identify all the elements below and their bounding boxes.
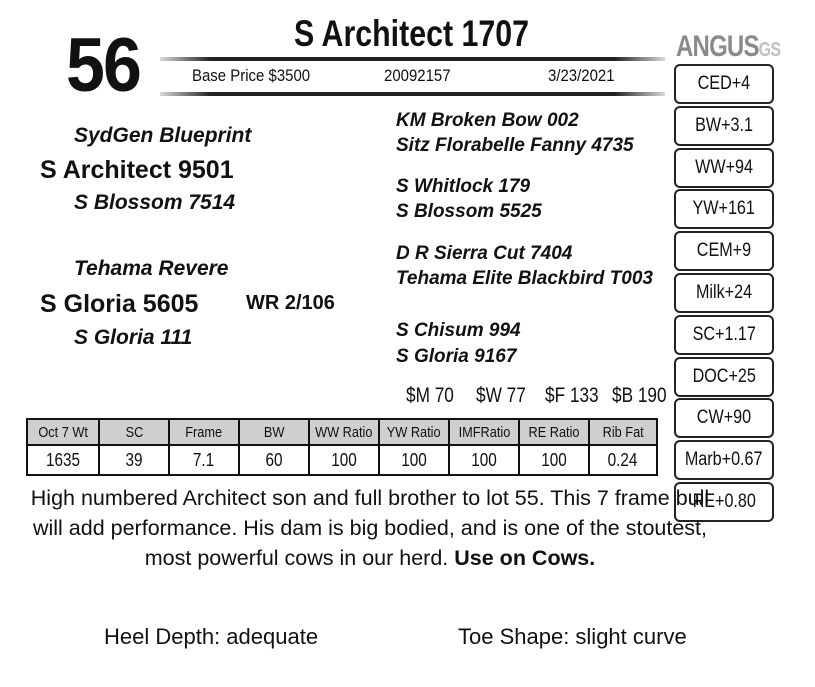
index-w: $W 77 [476, 384, 526, 407]
performance-value-row [27, 445, 657, 475]
pedigree-sire-sire: SydGen Blueprint [74, 124, 252, 147]
animal-title: S Architect 1707 [294, 13, 529, 54]
title-rule-bottom [160, 92, 665, 96]
pedigree-dam: S Gloria 5605 [40, 290, 199, 318]
value-cell: 100 [519, 445, 589, 475]
value-cell: 100 [449, 445, 519, 475]
header-cell: Frame [169, 419, 239, 445]
header-cell: WW Ratio [309, 419, 379, 445]
lot-description [30, 483, 710, 573]
birth-date: 3/23/2021 [548, 66, 615, 85]
epd-doc: DOC+25 [674, 357, 774, 397]
header-cell: YW Ratio [379, 419, 449, 445]
index-m: $M 70 [406, 384, 454, 407]
pedigree-right-1: KM Broken Bow 002 [396, 110, 579, 131]
pedigree-right-8: S Gloria 9167 [396, 346, 517, 367]
index-f: $F 133 [545, 384, 599, 407]
epd-bw: BW+3.1 [674, 106, 774, 146]
toe-shape: Toe Shape: slight curve [458, 624, 687, 649]
pedigree-dam-sire: Tehama Revere [74, 257, 229, 280]
header-cell: IMFRatio [449, 419, 519, 445]
description-text: High numbered Architect son and full brother to lot 55. This 7 frame bull will add performance. His dam is big bodied, and is one of the stoutest, most powerful cows in our herd. [30, 486, 710, 570]
epd-sc: SC+1.17 [674, 315, 774, 355]
epd-ww: WW+94 [674, 148, 774, 188]
index-b: $B 190 [612, 384, 667, 407]
value-cell: 39 [99, 445, 169, 475]
description-emphasis: Use on Cows. [454, 546, 596, 570]
pedigree-right-4: S Blossom 5525 [396, 201, 542, 222]
value-cell: 100 [379, 445, 449, 475]
epd-milk: Milk+24 [674, 273, 774, 313]
performance-header-row [27, 419, 657, 445]
performance-table [26, 418, 658, 476]
value-cell: 7.1 [169, 445, 239, 475]
pedigree-right-7: S Chisum 994 [396, 320, 521, 341]
lot-number: 56 [66, 23, 141, 108]
value-cell: 1635 [27, 445, 99, 475]
epd-cem: CEM+9 [674, 231, 774, 271]
pedigree-right-5: D R Sierra Cut 7404 [396, 243, 573, 264]
pedigree-right-3: S Whitlock 179 [396, 176, 531, 197]
pedigree-right-6: Tehama Elite Blackbird T003 [396, 268, 653, 289]
header-cell: Oct 7 Wt [27, 419, 99, 445]
epd-marb: Marb+0.67 [674, 440, 774, 480]
angus-gs-logo: ANGUSGS [676, 30, 781, 63]
header-cell: BW [239, 419, 309, 445]
title-rule-top [160, 57, 665, 61]
value-cell: 60 [239, 445, 309, 475]
epd-column [674, 64, 774, 524]
value-cell: 0.24 [589, 445, 657, 475]
base-price: Base Price $3500 [192, 66, 311, 85]
heel-depth: Heel Depth: adequate [104, 624, 319, 649]
epd-cw: CW+90 [674, 398, 774, 438]
pedigree-right-2: Sitz Florabelle Fanny 4735 [396, 135, 634, 156]
header-cell: RE Ratio [519, 419, 589, 445]
pedigree-dam-dam: S Gloria 111 [74, 326, 193, 349]
registration-number: 20092157 [384, 66, 451, 85]
epd-ced: CED+4 [674, 64, 774, 104]
dam-weaning-ratio: WR 2/106 [246, 292, 335, 314]
epd-re: RE+0.80 [674, 482, 774, 522]
header-cell: SC [99, 419, 169, 445]
pedigree-sire: S Architect 9501 [40, 156, 234, 184]
pedigree-sire-dam: S Blossom 7514 [74, 191, 236, 214]
header-cell: Rib Fat [589, 419, 657, 445]
epd-yw: YW+161 [674, 189, 774, 229]
value-cell: 100 [309, 445, 379, 475]
